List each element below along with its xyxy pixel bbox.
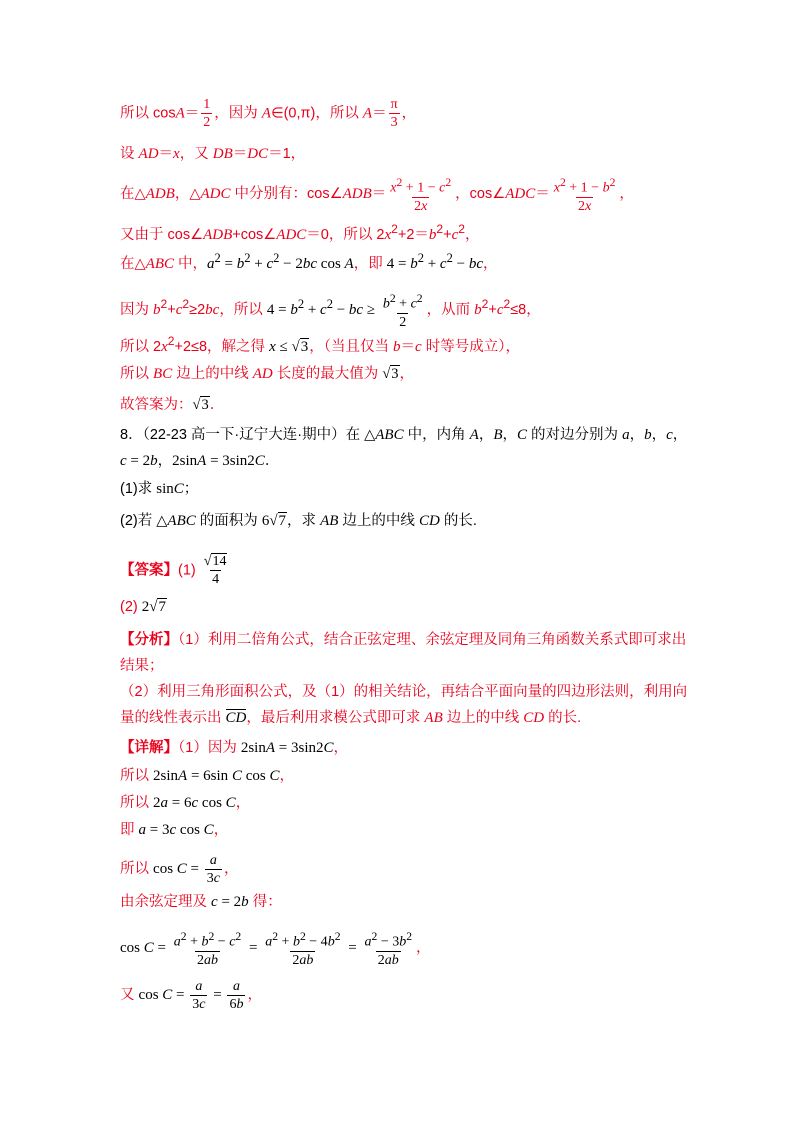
problem-8-part-1: (1)求 sinC；: [120, 481, 199, 497]
detail-line-6: 由余弦定理及 c = 2b 得：: [120, 894, 282, 910]
problem-8-conditions: c = 2b，2sinA = 3sin2C．: [120, 453, 280, 469]
fraction: $\frac{a}{6b}$: [229, 979, 244, 1012]
solution-line-8: 所以 BC 边上的中线 AD 长度的最大值为 √3，: [120, 366, 415, 382]
solution-line-4: 又由于 cos∠ADB+cos∠ADC＝0，所以 $2x^2+2=b^2+c^2$，: [120, 222, 480, 243]
detail-line-1: 【详解】（1）因为 2sinA = 3sin2C，: [120, 740, 349, 756]
detail-line-5: 所以 cos C = $\frac{a}{3c}$ ，: [120, 853, 239, 886]
fraction: $\frac{a}{3c}$: [206, 853, 220, 886]
answer-line-2: (2) 2√7: [120, 599, 166, 615]
detail-line-7: cos C = $\frac{a^2 + b^2 - c^2}{2ab}$ = $\frac{a^2 + b^2 - 4b^2}{2ab}$ = $\frac{a^2 - 3b^2}{2ab}$ ，: [120, 930, 431, 968]
detail-line-2: 所以 2sinA = 6sin C cos C，: [120, 768, 294, 784]
problem-8-header: 8．（22-23 高一下·辽宁大连·期中）在 △ABC 中，内角 A，B，C 的对边分别为 a，b，c，: [120, 427, 688, 443]
fraction: $\frac{a^2 + b^2 - 4b^2}{2ab}$: [265, 930, 341, 968]
fraction: $\frac{b^2 + c^2}{2}$: [382, 292, 423, 330]
fraction: $\frac{a^2 + b^2 - c^2}{2ab}$: [173, 930, 242, 968]
fraction: $\frac{a}{3c}$: [192, 979, 206, 1012]
solution-line-6: 因为 $b^2+c^2\ge 2bc$，所以 $4 = b^2 + c^2$ − bc ≥ $\frac{b^2 + c^2}{2}$ ，从而 $b^2+c^2\le 8$，: [120, 292, 541, 330]
fraction: $\frac{x^2 + 1 - c^2}{2x}$: [390, 176, 452, 214]
analysis-line-1: 【分析】（1）利用二倍角公式，结合正弦定理、余弦定理及同角三角函数关系式即可求出: [120, 632, 687, 648]
fraction: $\frac{√14}{4}$: [203, 554, 227, 587]
solution-line-7: 所以 $2x^2+2\le 8$，解之得 x ≤ √3，（当且仅当 b＝c 时等号成立），: [120, 334, 520, 355]
fraction: $\frac{1}{2}$: [203, 97, 211, 130]
analysis-line-2: 结果；: [120, 658, 164, 674]
solution-line-5: 在△ABC 中，$a^2 = b^2 + c^2 - 2bc$ cos A，即 $4 = b^2 + c^2$ − bc，: [120, 251, 498, 272]
fraction: $\frac{x^2 + 1 - b^2}{2x}$: [553, 176, 616, 214]
solution-line-3: 在△ADB，△ADC 中分别有：cos∠ADB＝ $\frac{x^2 + 1 - c^2}{2x}$ ，cos∠ADC＝ $\frac{x^2 + 1 - b^2}{2x}$ ，: [120, 176, 634, 214]
answer-line-1: 【答案】(1) $\frac{√14}{4}$: [120, 553, 231, 588]
problem-8-part-2: (2)若 △ABC 的面积为 6√7，求 AB 边上的中线 CD 的长.: [120, 513, 477, 529]
fraction: $\frac{\pi}{3}$: [390, 97, 398, 130]
solution-line-1: 所以 cosA＝ $\frac{1}{2}$ ，因为 A∈(0,π)，所以 A＝ $\frac{\pi}{3}$ ，: [120, 97, 417, 130]
analysis-line-4: 量的线性表示出 CD，最后利用求模公式即可求 AB 边上的中线 CD 的长.: [120, 710, 582, 726]
fraction: $\frac{a^2 - 3b^2}{2ab}$: [364, 930, 413, 968]
detail-line-4: 即 a = 3c cos C，: [120, 822, 229, 838]
solution-line-9: 故答案为：√3．: [120, 397, 225, 413]
analysis-line-3: （2）利用三角形面积公式，及（1）的相关结论，再结合平面向量的四边形法则，利用向: [120, 684, 688, 700]
solution-line-2: 设 AD＝x，又 DB＝DC＝1，: [120, 146, 306, 162]
detail-line-3: 所以 2a = 6c cos C，: [120, 795, 251, 811]
detail-line-8: 又 cos C = $\frac{a}{3c}$ = $\frac{a}{6b}$ ，: [120, 979, 262, 1012]
